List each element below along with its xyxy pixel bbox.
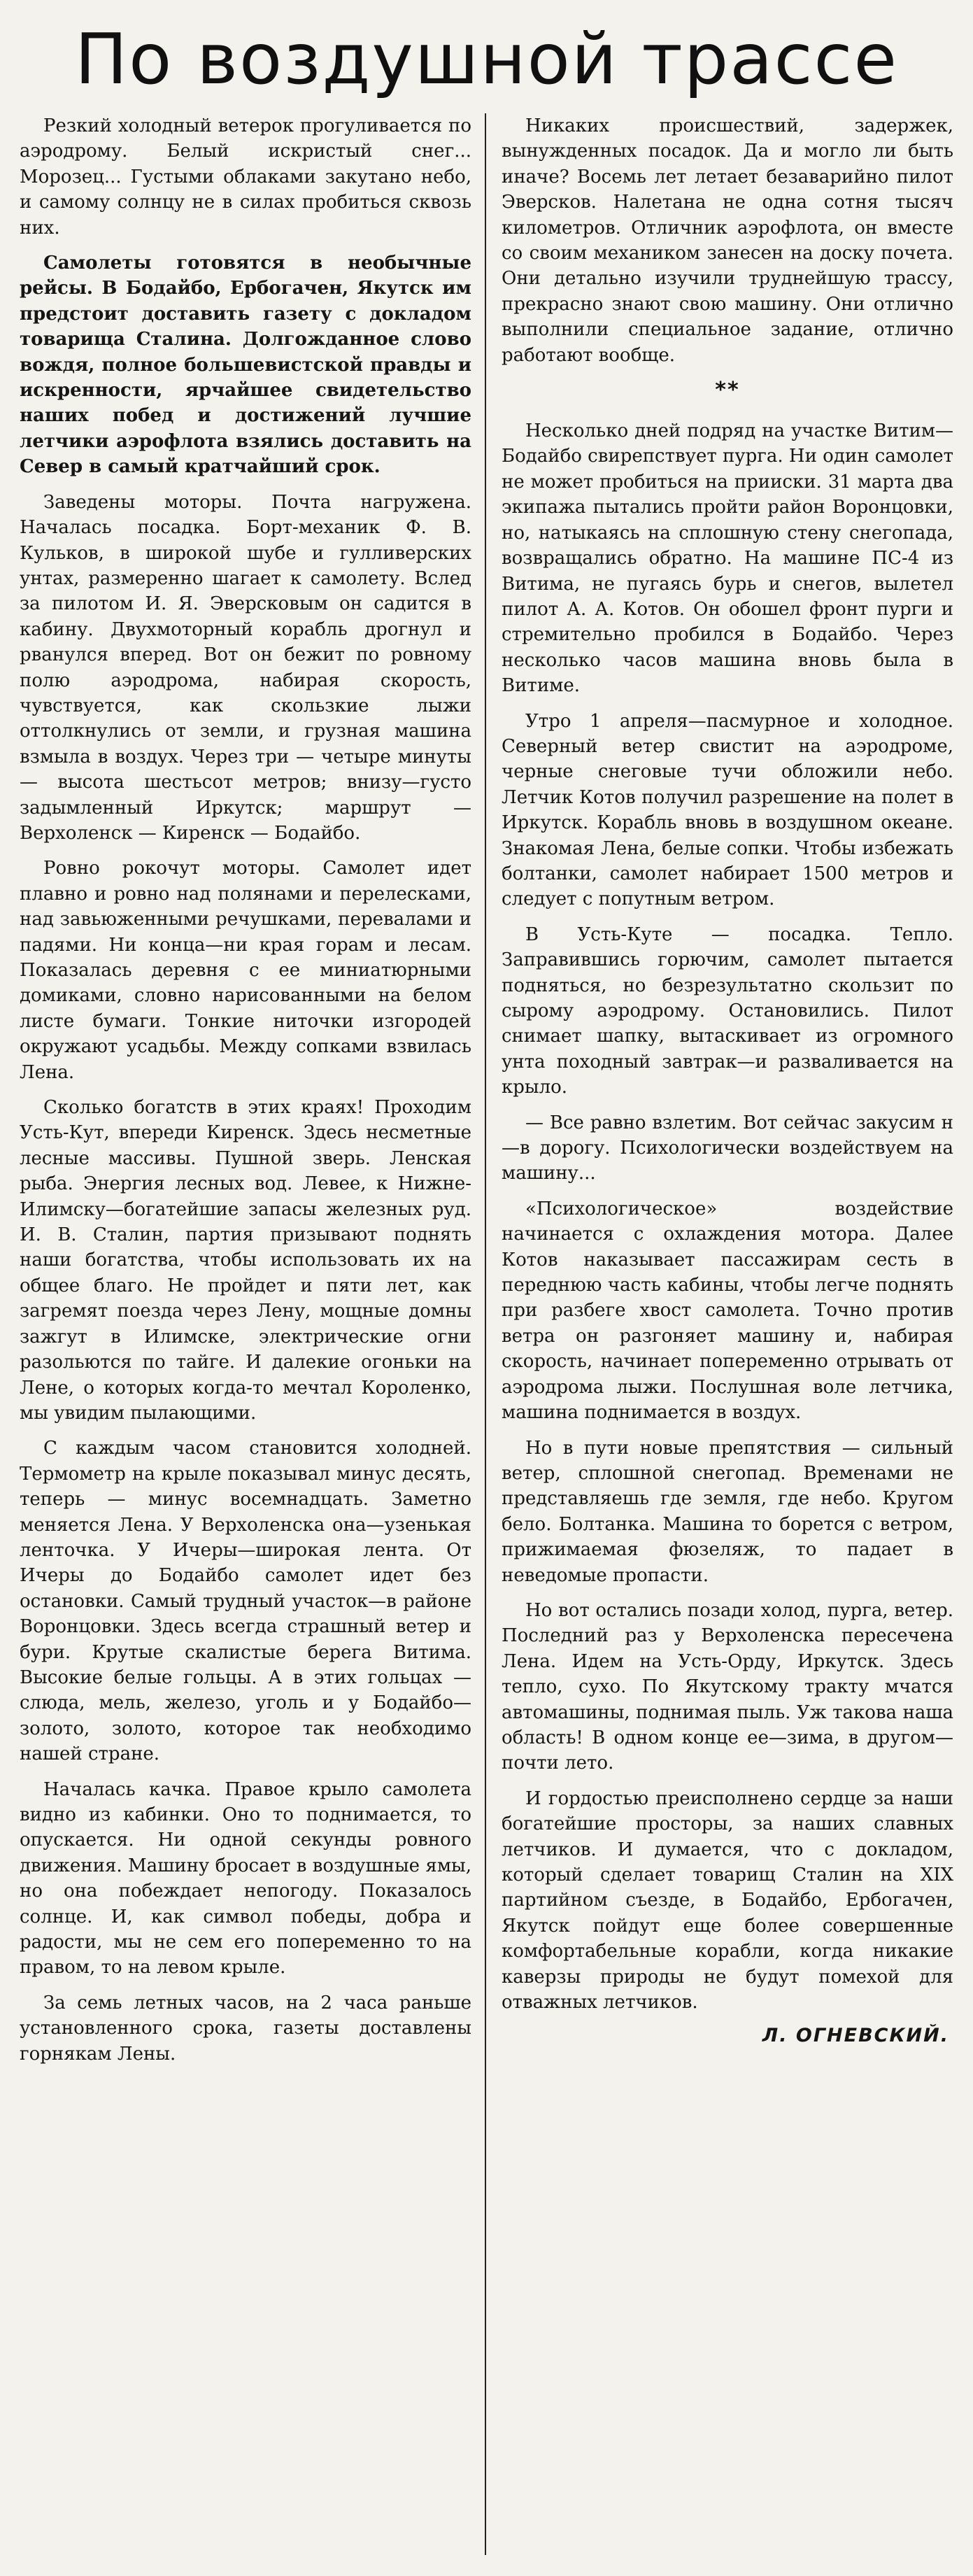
article-paragraph: Самолеты готовятся в необычные рейсы. В Бодайбо, Ербогачен, Якутск им предстоит доставить газету с докладом товарища Сталина. Долгожданное слово вождя, полное большевистской правды и искренности, ярчайшее свидетельство наших побед и достижений лучшие летчики аэрофлота взялись доставить на Север в самый кратчайший срок. [20,253,471,478]
article-paragraph: За семь летных часов, на 2 часа раньше установленного срока, газеты доставлены горнякам Лены. [20,1992,471,2065]
column-divider [485,113,486,2555]
article-paragraph: Резкий холодный ветерок прогуливается по аэродрому. Белый искристый снег... Морозец... Густыми облаками закутано небо, и самому солнцу не в силах пробиться сквозь них. [20,115,471,239]
right-column-top [502,113,953,368]
article-paragraph: И гордостью преисполнено сердце за наши богатейшие просторы, за наших славных летчиков. И думается, что с докладом, который сделает товарищ Сталин на XIX партийном съезде, в Бодайбо, Ербогачен, Якутск пойдут еще более совершенные комфортабельные корабли, когда никакие каверзы природы не будут помехой для отважных летчиков. [502,1788,953,2014]
right-column-bottom [502,418,953,2015]
article-paragraph: Но в пути новые препятствия — сильный ветер, сплошной снегопад. Временами не представляешь где земля, где небо. Кругом бело. Болтанка. Машина то борется с ветром, прижимаемая фюзеляж, то падает в неведомые пропасти. [502,1437,953,1586]
article-paragraph: Ровно рокочут моторы. Самолет идет плавно и ровно над полянами и перелесками, над завьюженными речушками, перевалами и падями. Ни конца—ни края горам и лесам. Показалась деревня с ее миниатюрными домиками, словно нарисованными на белом листе бумаги. Тонкие ниточки изгородей окружают усадьбы. Между сопками взвилась Лена. [20,858,471,1083]
article-paragraph: Никаких происшествий, задержек, вынужденных посадок. Да и могло ли быть иначе? Восемь лет летает безаварийно пилот Эверсков. Налетана не одна сотня тысяч километров. Отличник аэрофлота, он вместе со своим механиком занесен на доску почета. Они детально изучили труднейшую трассу, прекрасно знают свою машину. Они отлично выполнили специальное задание, отлично работают вообще. [502,115,953,366]
article-paragraph: В Усть-Куте — посадка. Тепло. Заправившись горючим, самолет пытается подняться, но безрезультатно скользит по сырому аэродрому. Остановились. Пилот снимает шапку, вытаскивает из огромного унта походный завтрак—и разваливается на крыло. [502,923,953,1098]
article-paragraph: Заведены моторы. Почта нагружена. Началась посадка. Борт-механик Ф. В. Кульков, в широкой шубе и гулливерских унтах, размеренно шагает к самолету. Вслед за пилотом И. Я. Эверсковым он садится в кабину. Двухмоторный корабль дрогнул и рванулся вперед. Вот он бежит по ровному полю аэродрома, набирая скорость, чувствуется, как скользкие лыжи оттолкнулись от земли, и грузная машина взмыла в воздух. Через три — четыре минуты — высота шестьсот метров; внизу—густо задымленный Иркутск; маршрут — Верхоленск — Киренск — Бодайбо. [20,491,471,844]
article-paragraph: «Психологическое» воздействие начинается с охлаждения мотора. Далее Котов наказывает пассажирам сесть в переднюю часть кабины, чтобы легче поднять при разбеге хвост самолета. Точно против ветра он разгоняет машину и, набирая скорость, начинает попеременно отрывать от аэродрома лыжи. Послушная воле летчика, машина поднимается в воздух. [502,1198,953,1424]
left-column [20,113,471,2555]
author-signature: Л. ОГНЕВСКИЙ. [762,2025,949,2047]
article-paragraph: Но вот остались позади холод, пурга, ветер. Последний раз у Верхоленска пересечена Лена. Идем на Усть-Орду, Иркутск. Здесь тепло, сухо. По Якутскому тракту мчатся автомашины, поднимая пыль. Уж такова наша область! В одном конце ее—зима, в другом—почти лето. [502,1599,953,1774]
right-column [502,113,953,2555]
article-paragraph: — Все равно взлетим. Вот сейчас закусим н—в дорогу. Психологически воздействуем на машину... [502,1112,953,1184]
article-paragraph: Началась качка. Правое крыло самолета видно из кабинки. Оно то поднимается, то опускается. Ни одной секунды ровного движения. Машину бросает в воздушные ямы, но она побеждает непогоду. Показалось солнце. И, как символ победы, добра и радости, мы не сем его попеременно то на правом, то на левом крыле. [20,1778,471,1979]
article-paragraph: Утро 1 апреля—пасмурное и холодное. Северный ветер свистит на аэродроме, черные снеговые тучи обложили небо. Летчик Котов получил разрешение на полет в Иркутск. Корабль вновь в воздушном океане. Знакомая Лена, белые сопки. Чтобы избежать болтанки, самолет набирает 1500 метров и следует с попутным ветром. [502,710,953,910]
article-columns [20,113,953,2555]
section-separator: ** [715,378,740,403]
article-paragraph: Несколько дней подряд на участке Витим—Бодайбо свирепствует пурга. Ни один самолет не может пробиться на прииски. 31 марта два экипажа пытались пройти район Воронцовки, но, натыкаясь на сплошную стену снегопада, возвращались обратно. На машине ПС-4 из Витима, не пугаясь бурь и снегов, вылетел пилот А. А. Котов. Он обошел фронт пурги и стремительно пробился в Бодайбо. Через несколько часов машина вновь была в Витиме. [502,420,953,697]
article-headline: По воздушной трассе [74,18,899,100]
article-paragraph: Сколько богатств в этих краях! Проходим Усть-Кут, впереди Киренск. Здесь несметные лесные массивы. Пушной зверь. Ленская рыба. Энергия лесных вод. Левее, к Нижне-Илимску—богатейшие запасы железных руд. И. В. Сталин, партия призывают поднять наши богатства, чтобы использовать их на общее благо. Не пройдет и пяти лет, как загремят поезда через Лену, мощные домны зажгут в Илимске, электрические огни разольются по тайге. И далекие огоньки на Лене, о которых когда-то мечтал Короленко, мы увидим пылающими. [20,1097,471,1424]
article-paragraph: С каждым часом становится холодней. Термометр на крыле показывал минус десять, теперь — минус восемнадцать. Заметно меняется Лена. У Верхоленска она—узенькая ленточка. У Ичеры—широкая лента. От Ичеры до Бодайбо самолет идет без остановки. Самый трудный участок—в районе Воронцовки. Здесь всегда страшный ветер и бури. Крутые скалистые берега Витима. Высокие белые гольцы. А в этих гольцах — слюда, мель, железо, уголь и у Бодайбо—золото, золото, которое так необходимо нашей стране. [20,1438,471,1765]
